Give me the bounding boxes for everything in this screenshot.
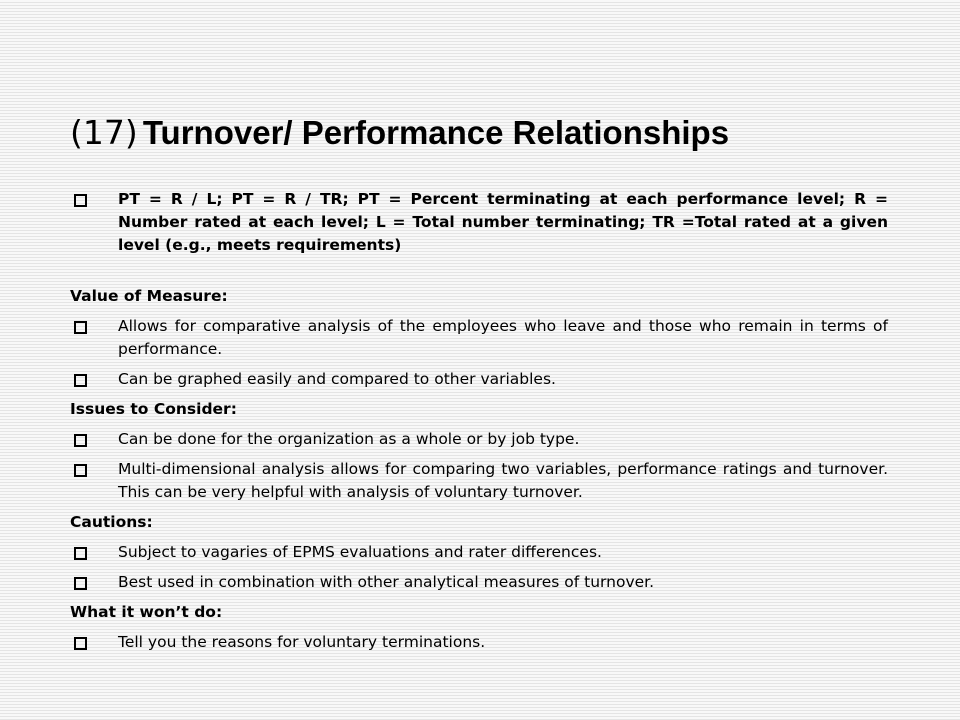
formula-bullet (70, 188, 888, 257)
slide-content (70, 188, 888, 661)
list-item (70, 315, 888, 361)
square-bullet-icon (74, 464, 87, 477)
section-heading-value: Value of Measure: (70, 287, 228, 305)
list-item-text: Allows for comparative analysis of the employees who leave and those who remain in terms of performance. (118, 317, 888, 358)
slide-title (70, 108, 729, 164)
list-item-text: Tell you the reasons for voluntary terminations. (118, 633, 486, 651)
list-item-text: Can be graphed easily and compared to other variables. (118, 370, 556, 388)
list-item-text: Best used in combination with other analytical measures of turnover. (118, 573, 655, 591)
section-heading-cautions: Cautions: (70, 513, 153, 531)
list-item (70, 571, 888, 594)
list-item-text: Can be done for the organization as a whole or by job type. (118, 430, 580, 448)
square-bullet-icon (74, 194, 87, 207)
title-number: (17) (70, 113, 138, 152)
list-item (70, 428, 888, 451)
title-text: Turnover/ Performance Relationships (142, 114, 730, 151)
section-heading-limits: What it won’t do: (70, 603, 223, 621)
square-bullet-icon (74, 374, 87, 387)
list-item (70, 368, 888, 391)
square-bullet-icon (74, 637, 87, 650)
square-bullet-icon (74, 547, 87, 560)
list-item-text: Multi-dimensional analysis allows for comparing two variables, performance ratings and turnover. This can be very helpful with analysis of voluntary turnover. (118, 460, 888, 501)
formula-text: PT = R / L; PT = R / TR; PT = Percent terminating at each performance level; R = Number rated at each level; L = Total number terminating; TR =Total rated at a given level (e.g., meets requirements) (118, 190, 888, 254)
list-item (70, 631, 888, 654)
list-item (70, 541, 888, 564)
square-bullet-icon (74, 577, 87, 590)
list-item (70, 458, 888, 504)
list-item-text: Subject to vagaries of EPMS evaluations and rater differences. (118, 543, 602, 561)
square-bullet-icon (74, 434, 87, 447)
square-bullet-icon (74, 321, 87, 334)
section-heading-issues: Issues to Consider: (70, 400, 237, 418)
